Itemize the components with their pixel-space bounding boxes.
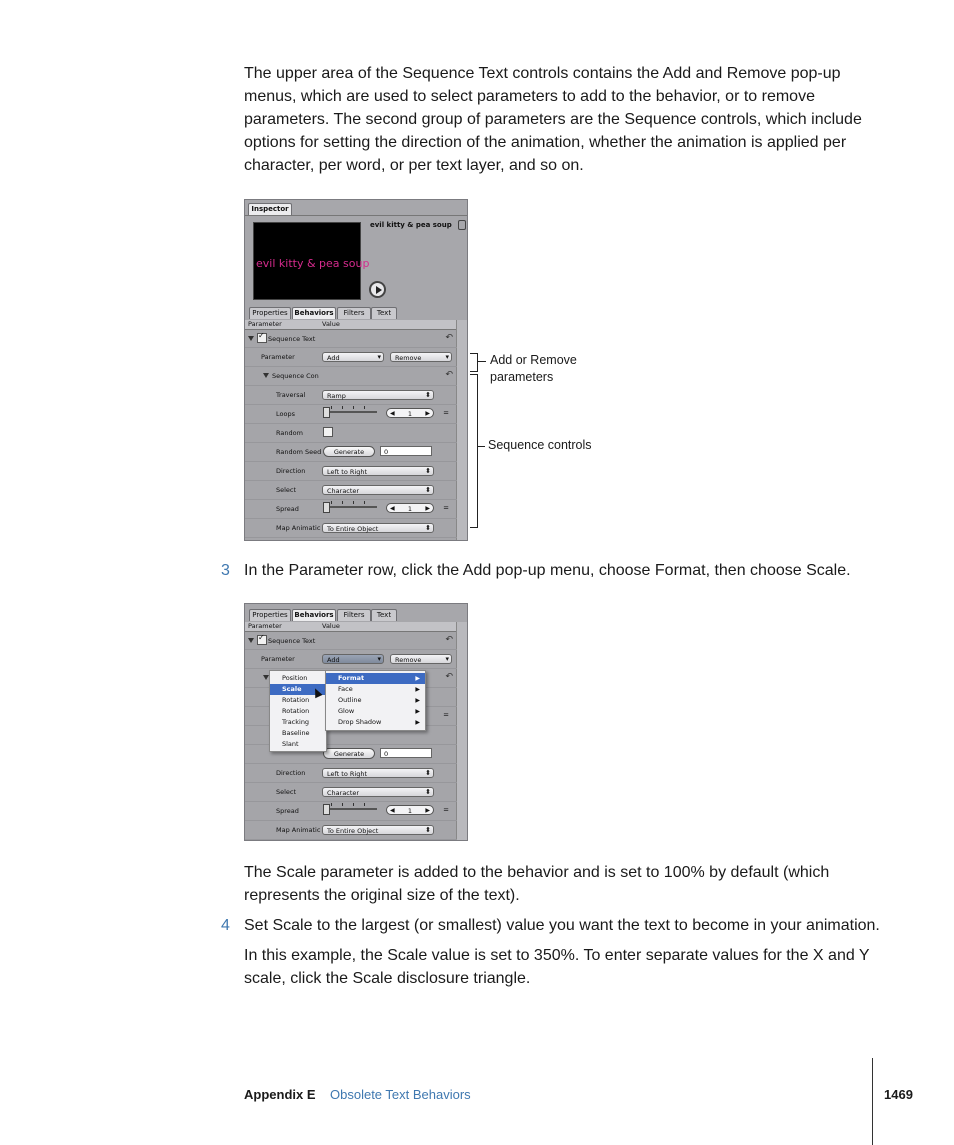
menu-item-face[interactable]: Face ▶ (338, 685, 420, 693)
step-text: In the Parameter row, click the Add pop-up menu, choose Format, then choose Scale. (244, 562, 851, 579)
column-value: Value (322, 622, 340, 630)
tab-inspector[interactable]: Inspector (248, 203, 292, 215)
map-popup[interactable]: To Entire Object ⬍ (322, 523, 434, 533)
traversal-popup[interactable]: Ramp ⬍ (322, 390, 434, 400)
preview-text: evil kitty & pea soup (256, 257, 370, 270)
spread-stepper[interactable]: ◀ 1 ▶ (386, 503, 434, 513)
spread-slider[interactable] (325, 808, 377, 810)
row-select (245, 783, 457, 802)
format-submenu (269, 670, 327, 752)
intro-line: options for setting the direction of the animation, whether the animation is applied per (244, 134, 847, 151)
tab-filters[interactable]: Filters (337, 609, 371, 621)
tab-behaviors[interactable]: Behaviors (292, 609, 336, 621)
remove-popup[interactable]: Remove ▾ (390, 352, 452, 362)
random-checkbox[interactable] (323, 427, 333, 437)
row-label: Direction (276, 769, 306, 777)
inspector-figure (244, 199, 468, 541)
row-direction (245, 764, 457, 783)
row-sequence-control (245, 367, 457, 386)
lock-icon[interactable] (458, 220, 466, 230)
loops-slider[interactable] (325, 411, 377, 413)
add-popup[interactable]: Add ▾ (322, 654, 384, 664)
spread-slider[interactable] (325, 506, 377, 508)
paragraph-line: scale, click the Scale disclosure triangle. (244, 970, 531, 987)
menu-item-rotation[interactable]: Rotation (282, 707, 310, 715)
row-label: Parameter (261, 655, 295, 663)
reset-icon[interactable]: ↶ (445, 333, 453, 343)
row-label: Spread (276, 807, 299, 815)
paragraph-line: represents the original size of the text). (244, 887, 520, 904)
step-number: 4 (221, 917, 230, 934)
disclosure-triangle-icon[interactable] (248, 638, 254, 643)
play-icon[interactable] (369, 281, 386, 298)
footer-appendix: Appendix E (244, 1087, 316, 1102)
tab-text[interactable]: Text (371, 307, 397, 319)
row-random-seed (245, 443, 457, 462)
menu-item-outline[interactable]: Outline ▶ (338, 696, 420, 704)
menu-item-scale[interactable]: Scale (270, 684, 326, 695)
callout-line (477, 361, 486, 362)
menu-item-baseline[interactable]: Baseline (282, 729, 310, 737)
row-direction (245, 462, 457, 481)
link-icon[interactable]: = (443, 409, 449, 417)
loops-stepper[interactable]: ◀ 1 ▶ (386, 408, 434, 418)
row-parameter (245, 348, 457, 367)
column-parameter: Parameter (248, 622, 282, 630)
row-label: Spread (276, 505, 299, 513)
disclosure-triangle-icon[interactable] (263, 373, 269, 378)
disclosure-triangle-icon[interactable] (248, 336, 254, 341)
row-label: Parameter (261, 353, 295, 361)
callout-sequence-controls: Sequence controls (488, 438, 592, 452)
link-icon[interactable]: = (443, 806, 449, 814)
list-header (245, 320, 457, 330)
menu-item-rotation[interactable]: Rotation (282, 696, 310, 704)
tab-properties[interactable]: Properties (249, 307, 291, 319)
direction-popup[interactable]: Left to Right ⬍ (322, 466, 434, 476)
row-label: Random (276, 429, 303, 437)
intro-line: parameters. The second group of parameters are the Sequence controls, which include (244, 111, 862, 128)
step-number: 3 (221, 562, 230, 579)
row-spread (245, 500, 457, 519)
row-map-animation (245, 821, 457, 840)
select-popup[interactable]: Character ⬍ (322, 787, 434, 797)
menu-item-format[interactable]: Format ▶ (326, 673, 425, 684)
tab-properties[interactable]: Properties (249, 609, 291, 621)
callout-add-remove: Add or Remove parameters (490, 353, 577, 384)
row-label: Random Seed (276, 448, 322, 456)
footer-chapter-link[interactable]: Obsolete Text Behaviors (330, 1087, 471, 1102)
list-header (245, 622, 457, 632)
map-popup[interactable]: To Entire Object ⬍ (322, 825, 434, 835)
menu-item-position[interactable]: Position (282, 674, 308, 682)
enable-checkbox[interactable] (257, 635, 267, 645)
tab-text[interactable]: Text (371, 609, 397, 621)
tab-filters[interactable]: Filters (337, 307, 371, 319)
remove-popup[interactable]: Remove ▾ (390, 654, 452, 664)
add-menu (325, 670, 426, 731)
reset-icon[interactable]: ↶ (445, 672, 453, 682)
paragraph-line: The Scale parameter is added to the behavior and is set to 100% by default (which (244, 864, 830, 881)
row-select (245, 481, 457, 500)
menu-item-drop-shadow[interactable]: Drop Shadow ▶ (338, 718, 420, 726)
row-parameter (245, 650, 457, 669)
generate-button[interactable]: Generate (323, 748, 375, 759)
parameter-list (245, 320, 467, 540)
seed-field[interactable]: 0 (380, 446, 432, 456)
row-label: Select (276, 486, 297, 494)
link-icon[interactable]: = (443, 504, 449, 512)
menu-item-slant[interactable]: Slant (282, 740, 299, 748)
intro-line: character, per word, or per text layer, and so on. (244, 157, 584, 174)
column-parameter: Parameter (248, 320, 282, 328)
row-spread (245, 802, 457, 821)
menu-item-glow[interactable]: Glow ▶ (338, 707, 420, 715)
column-value: Value (322, 320, 340, 328)
enable-checkbox[interactable] (257, 333, 267, 343)
direction-popup[interactable]: Left to Right ⬍ (322, 768, 434, 778)
row-label: Direction (276, 467, 306, 475)
reset-icon[interactable]: ↶ (445, 635, 453, 645)
seed-field[interactable]: 0 (380, 748, 432, 758)
canvas-preview (253, 222, 370, 300)
scrollbar[interactable] (456, 320, 467, 540)
callout-bracket (470, 353, 478, 372)
intro-line: The upper area of the Sequence Text controls contains the Add and Remove pop-up (244, 65, 841, 82)
behaviors-figure (244, 603, 468, 841)
example-paragraph (244, 944, 884, 990)
row-sequence-text (245, 632, 457, 650)
row-label: Sequence Text (268, 335, 316, 343)
tab-behaviors[interactable]: Behaviors (292, 307, 336, 319)
paragraph-line: In this example, the Scale value is set to 350%. To enter separate values for the X and Y (244, 947, 870, 964)
reset-icon[interactable]: ↶ (445, 370, 453, 380)
row-sequence-text (245, 330, 457, 348)
menu-item-tracking[interactable]: Tracking (282, 718, 310, 726)
row-loops (245, 405, 457, 424)
step-text: Set Scale to the largest (or smallest) value you want the text to become in your animation. (244, 917, 880, 934)
footer-divider (872, 1058, 873, 1145)
callout-bracket (470, 374, 478, 528)
result-paragraph (244, 861, 884, 907)
row-label: Map Animatic (276, 524, 321, 532)
row-label: Map Animatic (276, 826, 321, 834)
generate-button[interactable]: Generate (323, 446, 375, 457)
intro-line: menus, which are used to select parameters to add to the behavior, or to remove (244, 88, 815, 105)
row-label: Traversal (276, 391, 306, 399)
row-map-animation (245, 519, 457, 538)
row-label: Select (276, 788, 297, 796)
row-label: Loops (276, 410, 295, 418)
row-label: Sequence Text (268, 637, 316, 645)
spread-stepper[interactable]: ◀ 1 ▶ (386, 805, 434, 815)
row-traversal (245, 386, 457, 405)
link-icon[interactable]: = (443, 711, 449, 719)
add-popup[interactable]: Add ▾ (322, 352, 384, 362)
select-popup[interactable]: Character ⬍ (322, 485, 434, 495)
object-name: evil kitty & pea soup (370, 221, 452, 229)
row-random (245, 424, 457, 443)
scrollbar[interactable] (456, 622, 467, 840)
page-number: 1469 (884, 1087, 913, 1102)
intro-paragraph (244, 62, 884, 177)
row-label: Sequence Con (272, 372, 319, 380)
callout-line (477, 446, 485, 447)
